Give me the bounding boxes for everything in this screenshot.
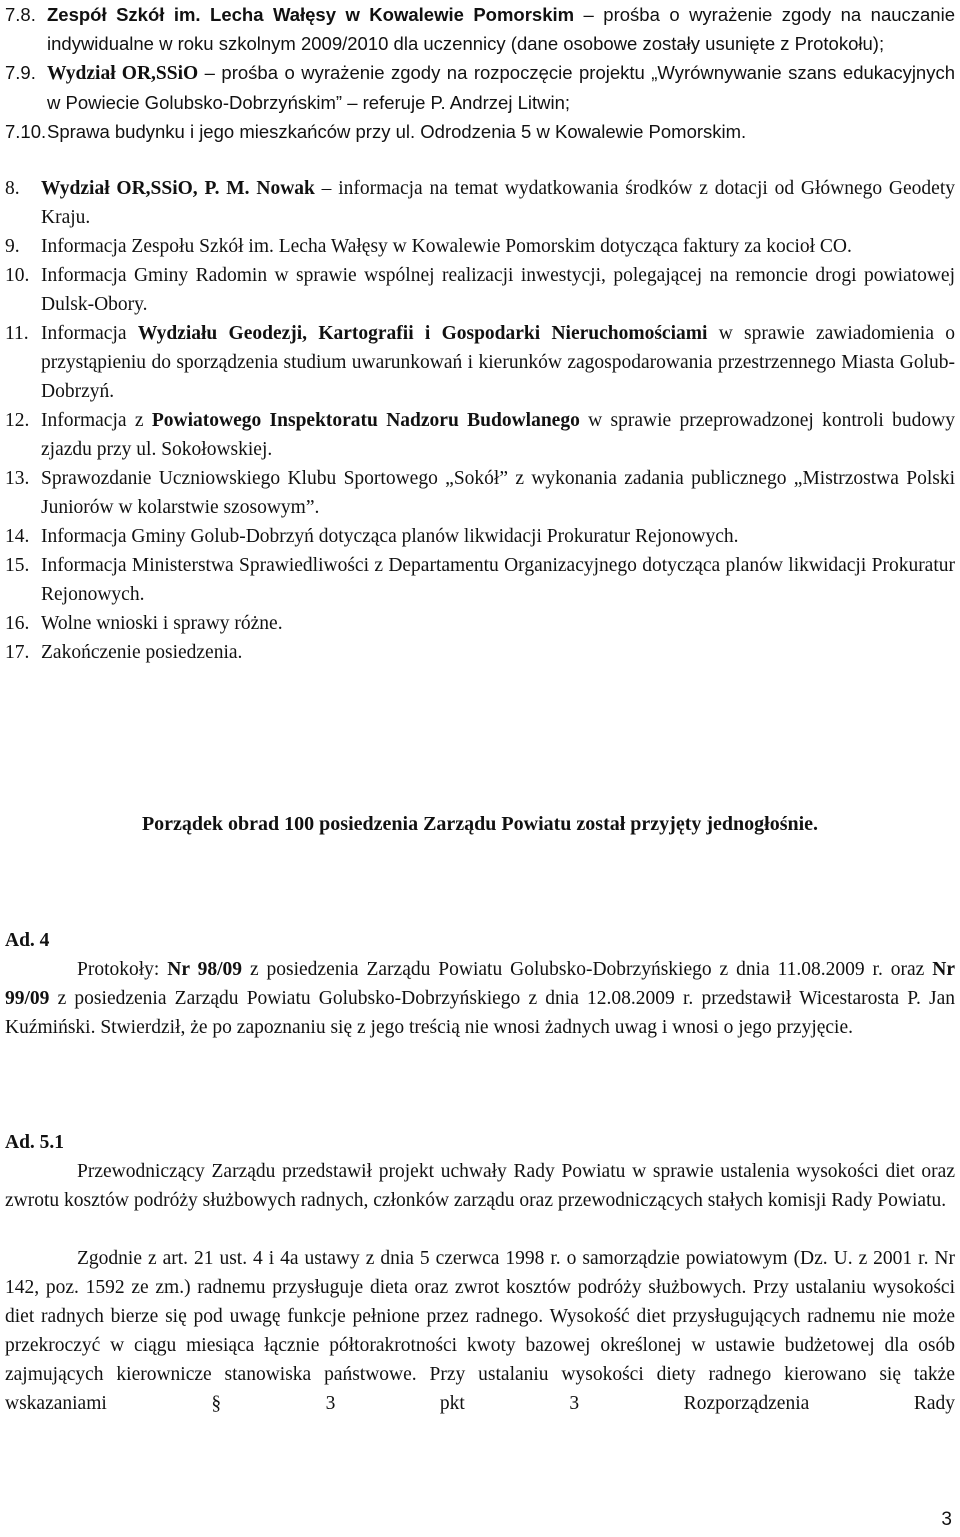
item-text: Wolne wnioski i sprawy różne. xyxy=(41,613,283,634)
item-text: w sprawie zawiadomienia o przystąpieniu do sporządzenia studium uwarunkowań i kierunków zagospodarowania przestrzennego Miasta Golub-Dobrzyń. xyxy=(41,323,955,402)
item-text: – informacja na temat wydatkowania środków z dotacji od Głównego Geodety Kraju. xyxy=(41,178,955,228)
decision-statement: Porządek obrad 100 posiedzenia Zarządu Powiatu został przyjęty jednogłośnie. xyxy=(141,813,819,835)
agenda-list-main xyxy=(5,174,955,667)
agenda-item-10 xyxy=(5,261,955,319)
item-number: 10. xyxy=(5,265,30,286)
ad4-text: z posiedzenia Zarządu Powiatu Golubsko-Dobrzyńskiego z dnia 12.08.2009 r. przedstawił Wicestarosta P. Jan Kuźmiński. Stwierdził, że po zapoznaniu się z jego treścią nie wnosi żadnych uwag i wnosi o jego przyjęcie. xyxy=(5,988,955,1038)
ad4-paragraph xyxy=(5,955,955,1042)
agenda-item-16 xyxy=(5,609,955,638)
item-number: 12. xyxy=(5,410,30,431)
item-text: Informacja Ministerstwa Sprawiedliwości z Departamentu Organizacyjnego dotycząca planów likwidacji Prokuratur Rejonowych. xyxy=(41,555,955,605)
item-text: Sprawa budynku i jego mieszkańców przy ul. Odrodzenia 5 w Kowalewie Pomorskim. xyxy=(47,121,747,142)
agenda-item-17 xyxy=(5,638,955,667)
item-number: 17. xyxy=(5,642,30,663)
item-bold: Zespół Szkół im. Lecha Wałęsy w Kowalewie Pomorskim xyxy=(47,4,575,25)
item-text: Sprawozdanie Uczniowskiego Klubu Sportowego „Sokół” z wykonania zadania publicznego „Mistrzostwa Polski Juniorów w kolarstwie szosowym”. xyxy=(41,468,955,518)
item-number: 7.9. xyxy=(5,62,36,83)
item-bold: Powiatowego Inspektoratu Nadzoru Budowlanego xyxy=(151,410,580,431)
agenda-item-15 xyxy=(5,551,955,609)
item-number: 16. xyxy=(5,613,30,634)
item-text: Informacja z xyxy=(41,410,152,431)
item-bold: Wydziału Geodezji, Kartografii i Gospodarki Nieruchomościami xyxy=(137,323,708,344)
item-text: Informacja Zespołu Szkół im. Lecha Wałęsy w Kowalewie Pomorskim dotycząca faktury za kocioł CO. xyxy=(41,236,852,257)
agenda-item-14 xyxy=(5,522,955,551)
agenda-item-9 xyxy=(5,232,955,261)
agenda-item-11 xyxy=(5,319,955,406)
item-number: 15. xyxy=(5,555,30,576)
item-number: 9. xyxy=(5,236,20,257)
item-text: Informacja xyxy=(41,323,138,344)
ad51-paragraph-2: Zgodnie z art. 21 ust. 4 i 4a ustawy z dnia 5 czerwca 1998 r. o samorządzie powiatowym (Dz. U. z 2001 r. Nr 142, poz. 1592 ze zm.) radnemu przysługuje dieta oraz zwrot kosztów podróży służbowych. Przy ustalaniu wysokości diet radnych bierze się pod uwagę funkcje pełnione przez radnego. Wysokość diet przysługujących radnemu nie może przekroczyć w ciągu miesiąca łącznie półtorakrotności kwoty bazowej określonej w ustawie budżetowej dla osób zajmujących kierownicze stanowiska państwowe. Przy ustalaniu wysokości diety radnego kierowano się także wskazaniami § 3 pkt 3 Rozporządzenia Rady xyxy=(5,1248,955,1414)
item-bold: Wydział OR,SSiO xyxy=(47,63,199,84)
ad4-text: Protokoły: xyxy=(77,959,168,980)
item-text: Informacja Gminy Radomin w sprawie wspólnej realizacji inwestycji, polegającej na remoncie drogi powiatowej Dulsk-Obory. xyxy=(41,265,955,315)
agenda-item-7-9 xyxy=(5,58,955,117)
item-text: w sprawie przeprowadzonej kontroli budowy zjazdu przy ul. Sokołowskiej. xyxy=(41,410,955,460)
agenda-item-7-8 xyxy=(5,0,955,58)
item-text: – prośba o wyrażenie zgody na rozpoczęcie projektu „Wyrównywanie szans edukacyjnych w Powiecie Golubsko-Dobrzyńskim” – referuje P. Andrzej Litwin; xyxy=(47,62,956,113)
item-number: 11. xyxy=(5,323,29,344)
section-heading-ad4: Ad. 4 xyxy=(5,930,50,951)
item-bold: Wydział OR,SSiO, P. M. Nowak xyxy=(41,178,315,199)
item-number: 14. xyxy=(5,526,30,547)
item-number: 7.8. xyxy=(5,4,36,25)
item-number: 8. xyxy=(5,178,20,199)
agenda-item-8 xyxy=(5,174,955,232)
ad4-protocol-number: Nr 98/09 xyxy=(167,959,243,980)
item-number: 13. xyxy=(5,468,30,489)
ad4-protocol-number: Nr 99/09 xyxy=(5,959,956,1009)
ad4-text: z posiedzenia Zarządu Powiatu Golubsko-Dobrzyńskiego z dnia 11.08.2009 r. oraz xyxy=(242,959,933,980)
section-heading-ad51: Ad. 5.1 xyxy=(5,1132,65,1153)
agenda-item-7-10 xyxy=(5,117,955,146)
page-number: 3 xyxy=(941,1509,952,1530)
item-text: Zakończenie posiedzenia. xyxy=(41,642,243,663)
item-text: – prośba o wyrażenie zgody na nauczanie indywidualne w roku szkolnym 2009/2010 dla uczennicy (dane osobowe zostały usunięte z Protokołu); xyxy=(47,4,955,54)
agenda-item-12 xyxy=(5,406,955,464)
item-text: Informacja Gminy Golub-Dobrzyń dotycząca planów likwidacji Prokuratur Rejonowych. xyxy=(41,526,739,547)
item-number: 7.10. xyxy=(5,121,47,142)
ad51-paragraph-1: Przewodniczący Zarządu przedstawił projekt uchwały Rady Powiatu w sprawie ustalenia wysokości diet oraz zwrotu kosztów podróży służbowych radnych, członków zarządu oraz przewodniczących stałych komisji Rady Powiatu. xyxy=(5,1161,955,1211)
agenda-list xyxy=(5,0,955,146)
agenda-item-13 xyxy=(5,464,955,522)
